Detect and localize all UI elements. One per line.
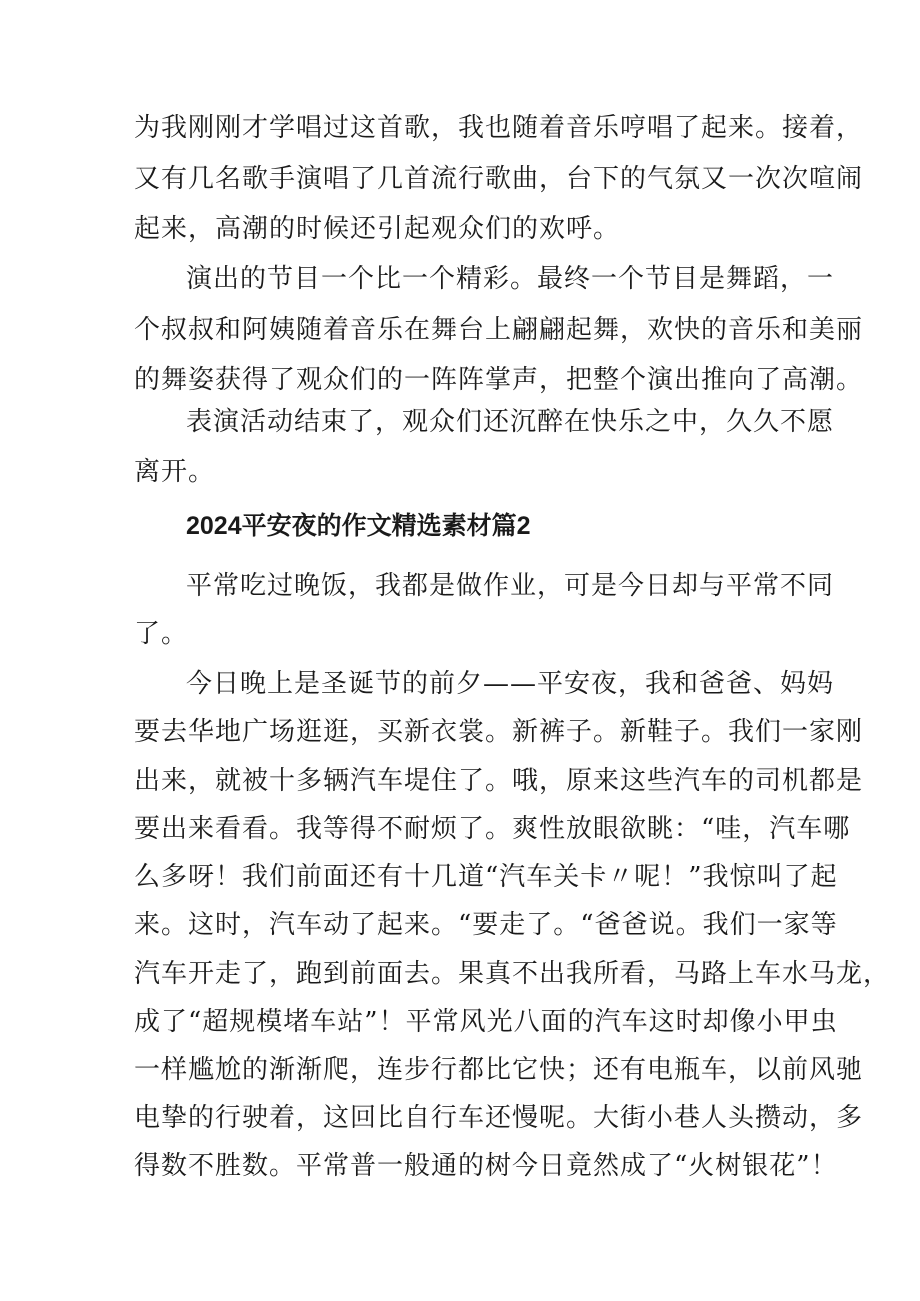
text-line: 的舞姿获得了观众们的一阵阵掌声，把整个演出推向了高潮。 xyxy=(134,365,864,395)
text-line: 又有几名歌手演唱了几首流行歌曲，台下的气氛又一次次喧闹 xyxy=(134,164,864,194)
paragraph-first-line: 演出的节目一个比一个精彩。最终一个节目是舞蹈，一 xyxy=(186,264,835,294)
section-heading: 2024平安夜的作文精选素材篇2 xyxy=(186,512,531,540)
text-line: 成了“超规模堵车站”！平常风光八面的汽车这时却像小甲虫 xyxy=(134,1007,838,1037)
paragraph-first-line: 今日晚上是圣诞节的前夕——平安夜，我和爸爸、妈妈 xyxy=(186,669,835,699)
text-line: 么多呀！我们前面还有十几道“汽车关卡〃呢！”我惊叫了起 xyxy=(134,862,838,892)
text-line: 为我刚刚才学唱过这首歌，我也随着音乐哼唱了起来。接着， xyxy=(134,113,864,143)
paragraph-first-line: 平常吃过晚饭，我都是做作业，可是今日却与平常不同 xyxy=(186,571,835,601)
text-line: 出来，就被十多辆汽车堤住了。哦，原来这些汽车的司机都是 xyxy=(134,766,864,796)
text-line: 电挚的行驶着，这回比自行车还慢呢。大街小巷人头攒动，多 xyxy=(134,1103,864,1133)
text-line: 离开。 xyxy=(134,457,216,487)
text-line: 起来，高潮的时候还引起观众们的欢呼。 xyxy=(134,214,621,244)
text-line: 要去华地广场逛逛，买新衣裳。新裤子。新鞋子。我们一家刚 xyxy=(134,717,864,747)
text-line: 了。 xyxy=(134,619,189,649)
text-line: 个叔叔和阿姨随着音乐在舞台上翩翩起舞，欢快的音乐和美丽 xyxy=(134,315,864,345)
text-line: 要出来看看。我等得不耐烦了。爽性放眼欲眺：“哇，汽车哪 xyxy=(134,814,851,844)
text-line: 得数不胜数。平常普一般通的树今日竟然成了“火树银花”！ xyxy=(134,1151,838,1181)
text-line: 来。这时，汽车动了起来。“要走了。“爸爸说。我们一家等 xyxy=(134,910,838,940)
text-line: 一样尴尬的渐渐爬，连步行都比它快；还有电瓶车，以前风驰 xyxy=(134,1055,864,1085)
text-line: 汽车开走了，跑到前面去。果真不出我所看，马路上车水马龙， xyxy=(134,959,891,989)
paragraph-first-line: 表演活动结束了，观众们还沉醉在快乐之中，久久不愿 xyxy=(186,407,835,437)
